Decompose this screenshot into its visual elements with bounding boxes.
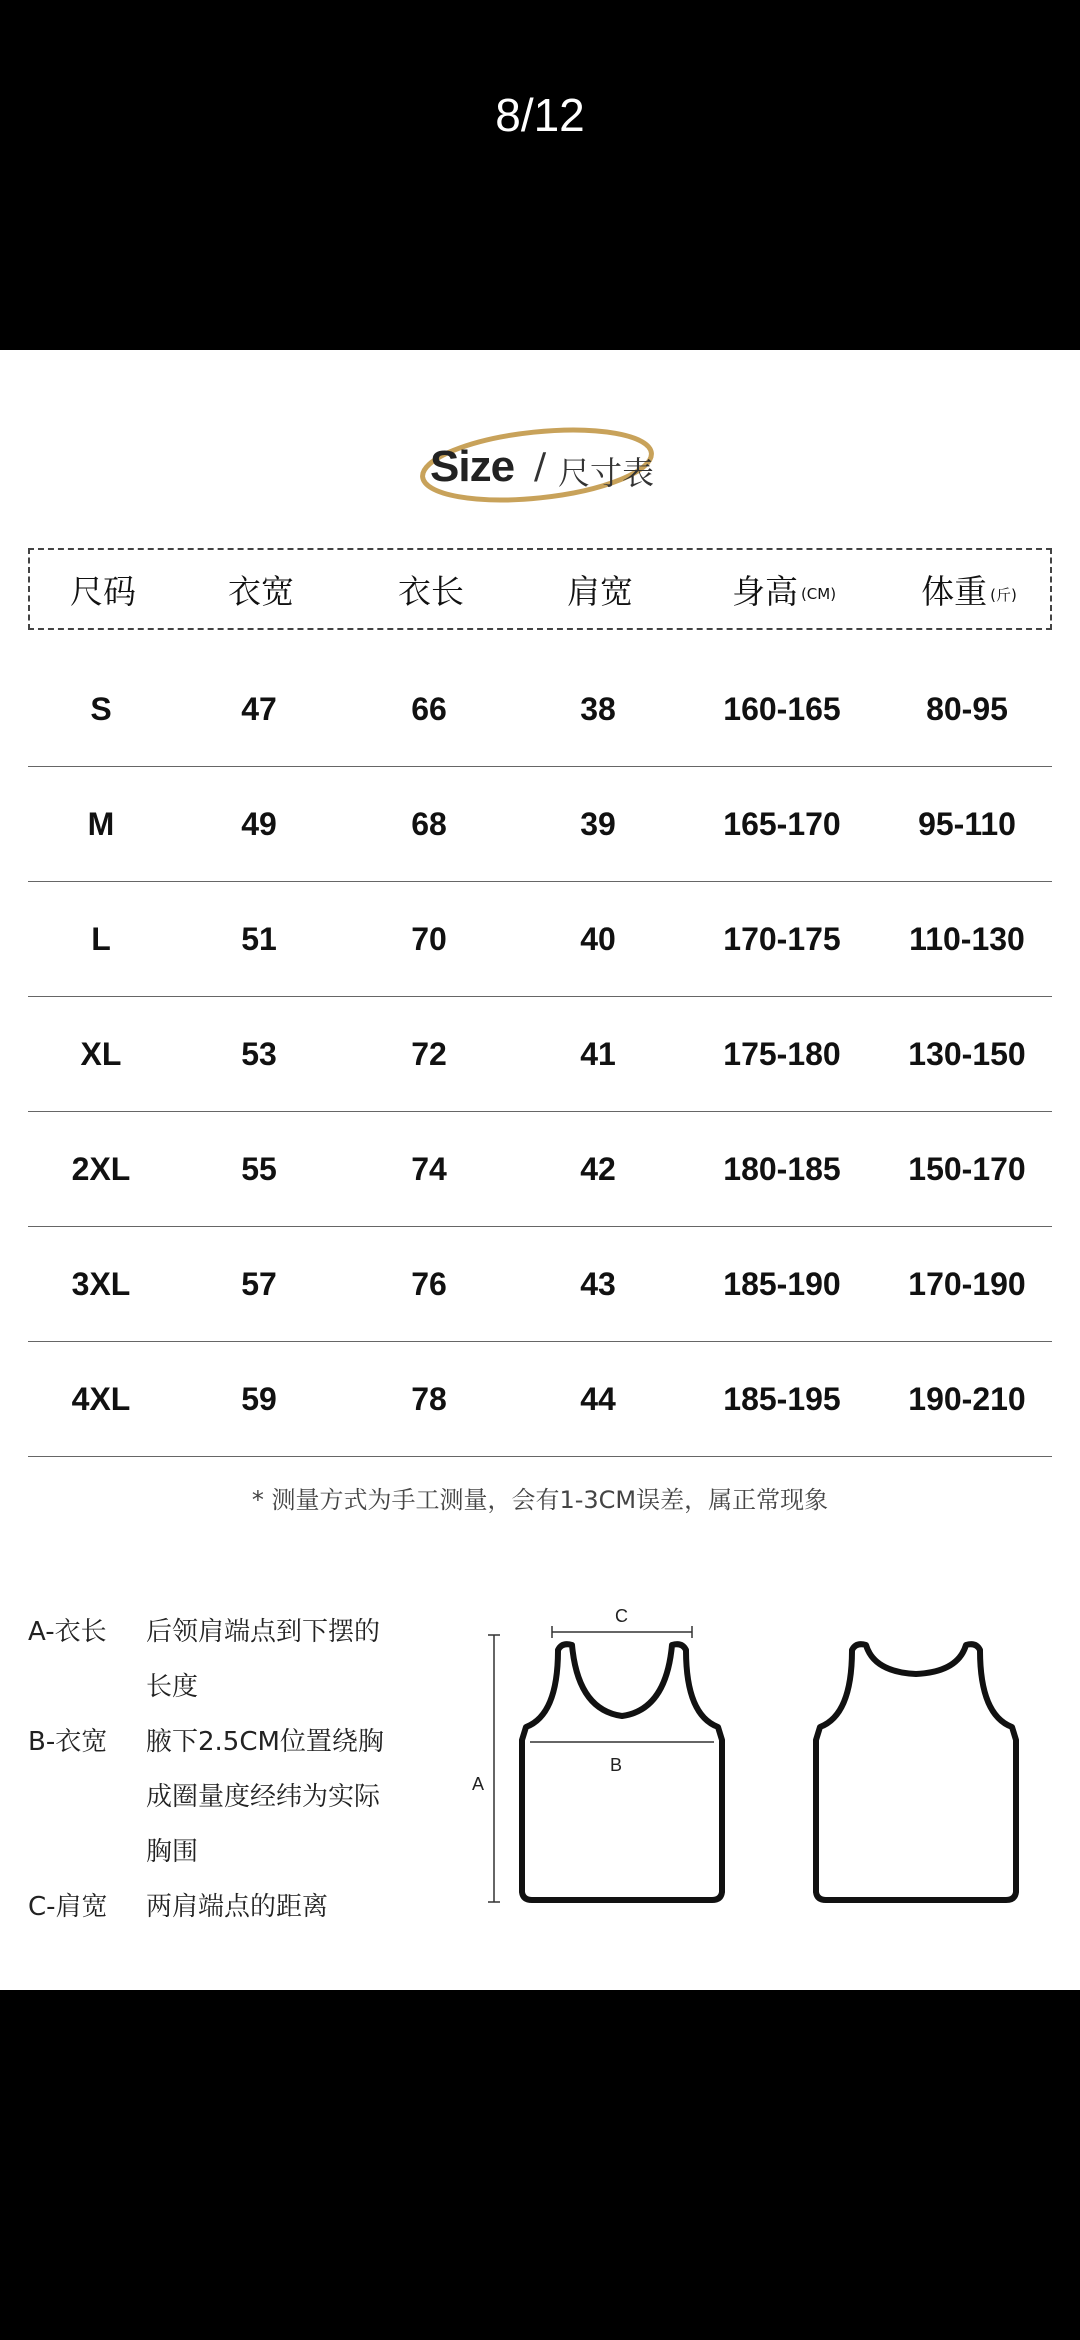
- cell-shoulder: 42: [580, 1150, 616, 1187]
- legend-line: [28, 1660, 428, 1715]
- cell-width: 55: [241, 1150, 277, 1187]
- cell-height: 175-180: [723, 1035, 841, 1072]
- cell-shoulder: 39: [580, 805, 616, 842]
- cell-length: 68: [411, 805, 447, 842]
- tank-top-back-outline: [816, 1644, 1016, 1900]
- legend-description: 后领肩端点到下摆的: [146, 1617, 381, 1647]
- legend-key: [28, 1825, 146, 1880]
- page-counter: 8/12: [495, 89, 585, 141]
- cell-length: 74: [411, 1150, 447, 1187]
- cell-width: 49: [241, 805, 277, 842]
- table-row: [28, 1227, 1052, 1342]
- cell-width: 57: [241, 1265, 277, 1302]
- legend-line: [28, 1825, 428, 1880]
- header-shoulder: 肩宽: [567, 571, 633, 611]
- header-size: 尺码: [70, 571, 136, 611]
- cell-height: 165-170: [723, 805, 841, 842]
- legend-line: [28, 1605, 428, 1660]
- cell-length: 78: [411, 1380, 447, 1417]
- cell-width: 53: [241, 1035, 277, 1072]
- cell-size: XL: [80, 1035, 122, 1072]
- label-a: A: [472, 1774, 485, 1794]
- cell-height: 185-195: [723, 1380, 841, 1417]
- cell-shoulder: 43: [580, 1265, 616, 1302]
- legend-key: [28, 1770, 146, 1825]
- header-weight: 体重 (斤): [921, 571, 1017, 611]
- cell-size: M: [87, 805, 115, 842]
- tank-top-diagram: [460, 1590, 1040, 1920]
- viewer-top-bar: [0, 0, 1080, 350]
- heading-subtitle: 尺寸表: [558, 454, 655, 492]
- cell-size: S: [90, 690, 112, 727]
- cell-width: 51: [241, 920, 277, 957]
- cell-weight: 150-170: [908, 1150, 1026, 1187]
- cell-weight: 80-95: [926, 690, 1008, 727]
- table-row: [28, 652, 1052, 767]
- measurement-note: * 测量方式为手工测量，会有1-3CM误差，属正常现象: [251, 1486, 829, 1514]
- cell-length: 70: [411, 920, 447, 957]
- cell-width: 47: [241, 690, 277, 727]
- cell-size: 2XL: [71, 1150, 131, 1187]
- cell-size: L: [91, 920, 111, 957]
- header-height: 身高 (CM): [731, 571, 837, 611]
- cell-shoulder: 41: [580, 1035, 616, 1072]
- legend-line: [28, 1880, 428, 1935]
- legend-description: 腋下2.5CM位置绕胸: [146, 1727, 384, 1757]
- legend-description: 长度: [146, 1672, 199, 1702]
- legend-description: 胸围: [146, 1837, 199, 1867]
- cell-weight: 190-210: [908, 1380, 1026, 1417]
- legend-key: A-衣长: [28, 1617, 107, 1647]
- cell-shoulder: 38: [580, 690, 616, 727]
- header-length: 衣长: [398, 571, 464, 611]
- cell-height: 160-165: [723, 690, 841, 727]
- table-row: [28, 1112, 1052, 1227]
- table-body: [28, 652, 1052, 1457]
- table-row: [28, 882, 1052, 997]
- label-c: C: [615, 1606, 628, 1626]
- cell-height: 185-190: [723, 1265, 841, 1302]
- cell-height: 180-185: [723, 1150, 841, 1187]
- cell-size: 3XL: [71, 1265, 131, 1302]
- heading-word: Size: [430, 442, 515, 491]
- table-row: [28, 767, 1052, 882]
- heading-separator: /: [534, 446, 547, 487]
- label-b: B: [610, 1755, 623, 1775]
- cell-weight: 170-190: [908, 1265, 1026, 1302]
- cell-width: 59: [241, 1380, 277, 1417]
- header-width: 衣宽: [228, 571, 294, 611]
- table-row: [28, 997, 1052, 1112]
- legend-description: 成圈量度经纬为实际: [146, 1782, 381, 1812]
- legend-line: [28, 1715, 428, 1770]
- viewer-bottom-bar: [0, 1990, 1080, 2340]
- legend-key: [28, 1660, 146, 1715]
- cell-weight: 130-150: [908, 1035, 1026, 1072]
- legend-key: C-肩宽: [28, 1892, 108, 1922]
- size-table: [28, 548, 1052, 1457]
- table-row: [28, 1342, 1052, 1457]
- table-header: [28, 548, 1052, 630]
- cell-weight: 95-110: [918, 805, 1016, 842]
- size-chart-image: [0, 350, 1080, 1990]
- cell-length: 72: [411, 1035, 447, 1072]
- cell-shoulder: 40: [580, 920, 616, 957]
- legend-key: B-衣宽: [28, 1727, 108, 1757]
- cell-shoulder: 44: [580, 1380, 616, 1417]
- legend-line: [28, 1770, 428, 1825]
- cell-length: 76: [411, 1265, 447, 1302]
- legend-description: 两肩端点的距离: [146, 1892, 329, 1922]
- cell-height: 170-175: [723, 920, 841, 957]
- size-heading: [0, 420, 1080, 510]
- cell-length: 66: [411, 690, 447, 727]
- cell-weight: 110-130: [909, 920, 1025, 957]
- cell-size: 4XL: [71, 1380, 131, 1417]
- measurement-legend: [28, 1605, 428, 1935]
